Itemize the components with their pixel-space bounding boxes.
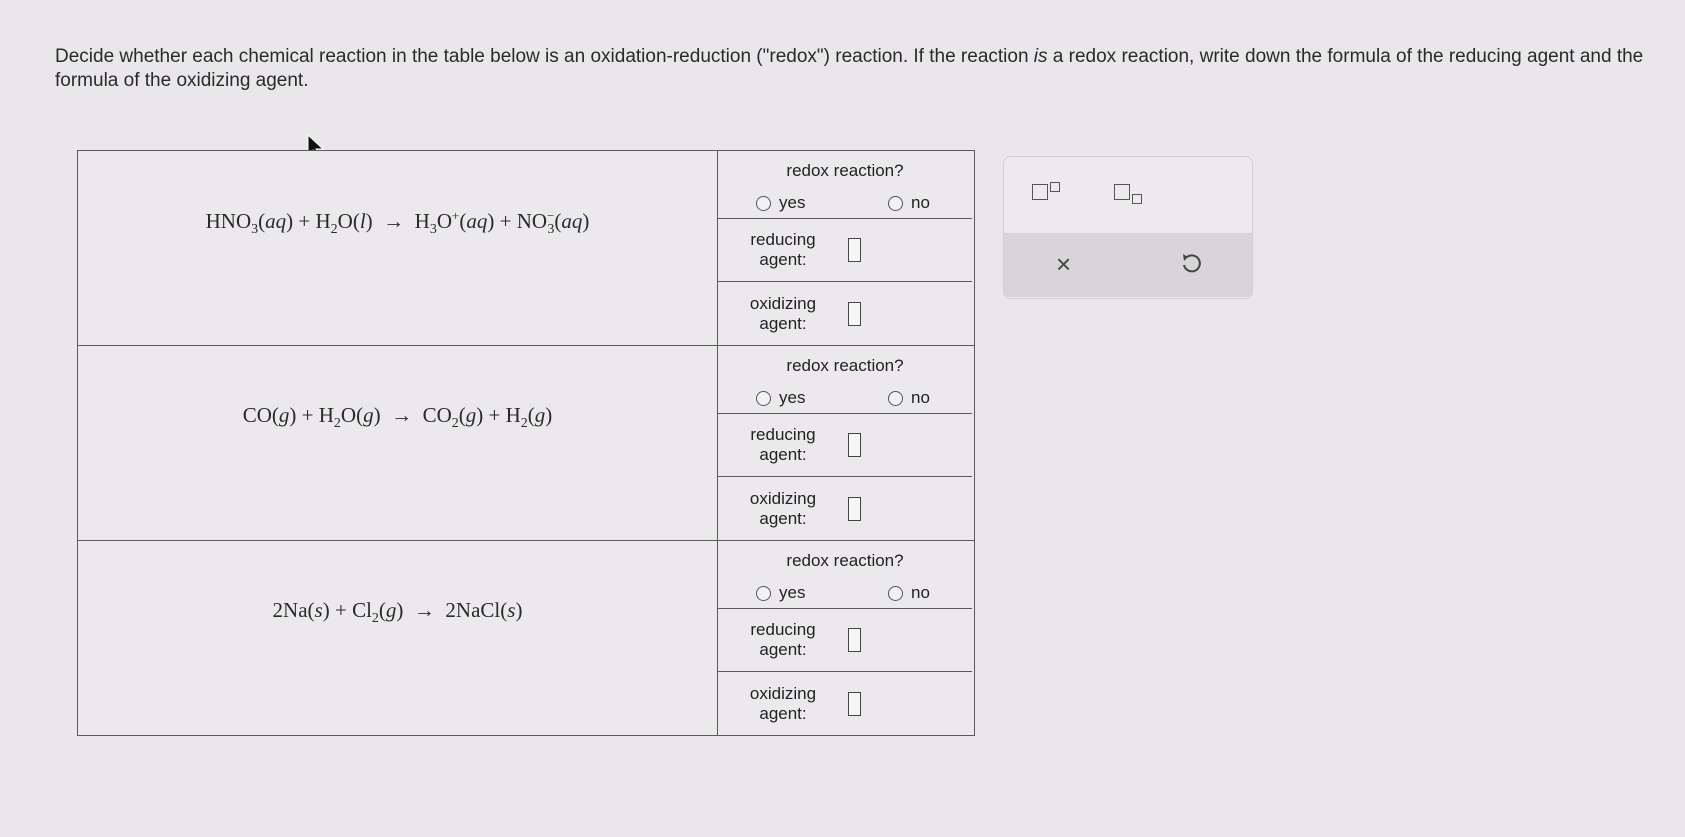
arrow-icon: → — [413, 598, 435, 623]
superscript-button[interactable] — [1032, 184, 1058, 205]
radio-circle-icon — [756, 391, 771, 406]
redox-no-radio[interactable]: no — [888, 193, 930, 213]
reaction-row-3 — [78, 540, 974, 735]
radio-circle-icon — [888, 391, 903, 406]
oxidizing-agent-input[interactable] — [848, 497, 861, 521]
toolbar-action-bar — [1004, 233, 1252, 297]
equation-text: $HNO_3(aq) + H_2O(l) \to H_3O^+(aq) + NO^-_3(aq)$ — [205, 207, 590, 238]
answer-cell-2 — [718, 346, 972, 540]
redox-question-block — [718, 151, 972, 219]
reducing-agent-label: reducing agent: — [750, 620, 816, 659]
clear-button[interactable]: × — [1056, 249, 1072, 279]
oxidizing-agent-row — [718, 282, 972, 345]
math-toolbar — [1003, 156, 1253, 299]
reducing-agent-label: reducing agent: — [750, 230, 816, 269]
answer-cell-1 — [718, 151, 972, 345]
redox-yes-radio[interactable]: yes — [756, 388, 805, 408]
radio-circle-icon — [756, 586, 771, 601]
oxidizing-agent-label: oxidizing agent: — [749, 488, 817, 528]
instructions-text-1: Decide whether each chemical reaction in the table below is an oxidation-reduction ("redox") reaction. If the reaction — [55, 46, 1034, 67]
reducing-agent-row — [718, 609, 972, 672]
oxidizing-agent-input[interactable] — [848, 692, 861, 716]
instructions-text-2: a redox reaction, write down the formula of the reducing agent and the formula of the oxidizing agent. — [55, 46, 1644, 91]
answer-cell-3 — [718, 541, 972, 735]
oxidizing-agent-row — [718, 672, 972, 735]
reducing-agent-input[interactable] — [848, 628, 861, 652]
radio-circle-icon — [756, 196, 771, 211]
superscript-icon — [1032, 184, 1048, 200]
instructions — [55, 45, 1665, 93]
equation-text: $2Na(s) + Cl_2(g)$ → 2NaCl(s) — [272, 598, 523, 627]
reducing-agent-row — [718, 414, 972, 477]
oxidizing-agent-row — [718, 477, 972, 540]
redox-yes-radio[interactable]: yes — [756, 583, 805, 603]
radio-circle-icon — [888, 196, 903, 211]
reaction-equation-2 — [78, 346, 718, 540]
reducing-agent-row — [718, 219, 972, 282]
redox-no-radio[interactable]: no — [888, 388, 930, 408]
reaction-table — [77, 150, 975, 736]
redox-yes-radio[interactable]: yes — [756, 193, 805, 213]
subscript-button[interactable] — [1114, 184, 1140, 205]
reducing-agent-label: reducing agent: — [750, 425, 816, 464]
reaction-equation-3 — [78, 541, 718, 735]
redox-question-label: redox reaction? — [786, 161, 904, 180]
reducing-agent-input[interactable] — [848, 238, 861, 262]
undo-button[interactable] — [1180, 251, 1202, 280]
oxidizing-agent-input[interactable] — [848, 302, 861, 326]
arrow-icon: → — [391, 403, 413, 428]
oxidizing-agent-label: oxidizing agent: — [749, 683, 817, 723]
equation-text: $CO(g) + H_2O(g) \to CO_2(g) + H_2(g)$ — [242, 403, 553, 432]
reaction-row-2 — [78, 345, 974, 540]
oxidizing-agent-label: oxidizing agent: — [749, 293, 817, 333]
redox-no-radio[interactable]: no — [888, 583, 930, 603]
reaction-equation-1 — [78, 151, 718, 345]
redox-question-block — [718, 541, 972, 609]
reaction-row-1 — [78, 151, 974, 345]
reducing-agent-input[interactable] — [848, 433, 861, 457]
redox-question-label: redox reaction? — [786, 551, 904, 570]
redox-question-label: redox reaction? — [786, 356, 904, 375]
instructions-emphasis: is — [1033, 46, 1048, 67]
undo-icon — [1180, 251, 1202, 275]
subscript-icon — [1114, 184, 1130, 200]
redox-question-block — [718, 346, 972, 414]
arrow-icon: → — [383, 208, 405, 233]
radio-circle-icon — [888, 586, 903, 601]
